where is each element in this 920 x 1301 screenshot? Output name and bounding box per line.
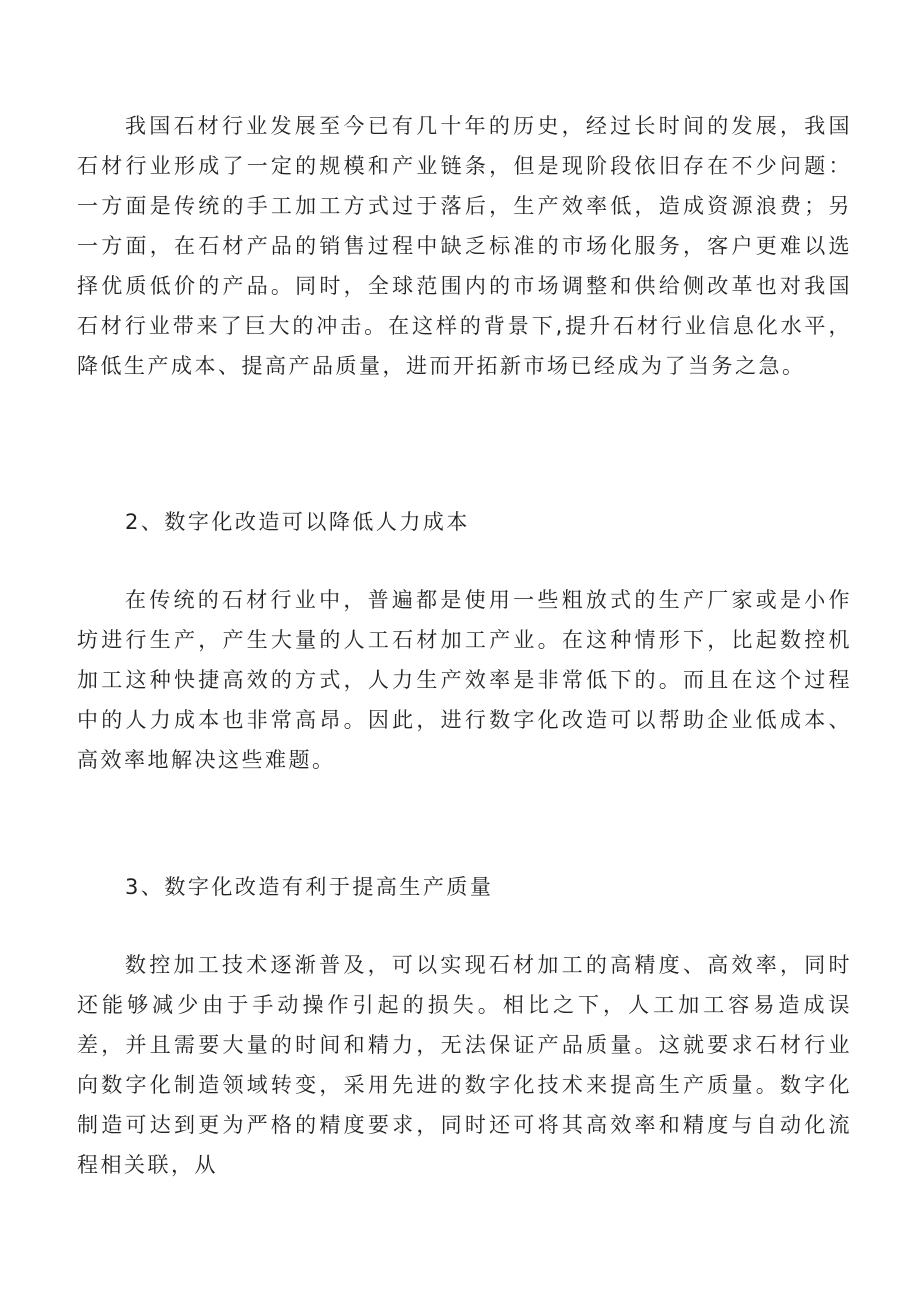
paragraph-production-quality: 数控加工技术逐渐普及，可以实现石材加工的高精度、高效率，同时还能够减少由于手动操作引起的损失。相比之下，人工加工容易造成误差，并且需要大量的时间和精力，无法保证产品质量。这就要求石材行业向数字化制造领域转变，采用先进的数字化技术来提高生产质量。数字化制造可达到更为严格的精度要求，同时还可将其高效率和精度与自动化流程相关联，从 (77, 953, 852, 1177)
section-heading-2: 2、数字化改造可以降低人力成本 (125, 510, 470, 534)
paragraph-industry-history: 我国石材行业发展至今已有几十年的历史，经过长时间的发展，我国石材行业形成了一定的规模和产业链条，但是现阶段依旧存在不少问题：一方面是传统的手工加工方式过于落后，生产效率低，造成资源浪费；另一方面，在石材产品的销售过程中缺乏标准的市场化服务，客户更难以选择优质低价的产品。同时，全球范围内的市场调整和供给侧改革也对我国石材行业带来了巨大的冲击。在这样的背景下,提升石材行业信息化水平，降低生产成本、提高产品质量，进而开拓新市场已经成为了当务之急。 (77, 114, 852, 378)
section-heading-3: 3、数字化改造有利于提高生产质量 (125, 875, 494, 899)
paragraph-labor-cost: 在传统的石材行业中，普遍都是使用一些粗放式的生产厂家或是小作坊进行生产，产生大量的人工石材加工产业。在这种情形下，比起数控机加工这种快捷高效的方式，人力生产效率是非常低下的。而且在这个过程中的人力成本也非常高昂。因此，进行数字化改造可以帮助企业低成本、高效率地解决这些难题。 (77, 588, 852, 772)
